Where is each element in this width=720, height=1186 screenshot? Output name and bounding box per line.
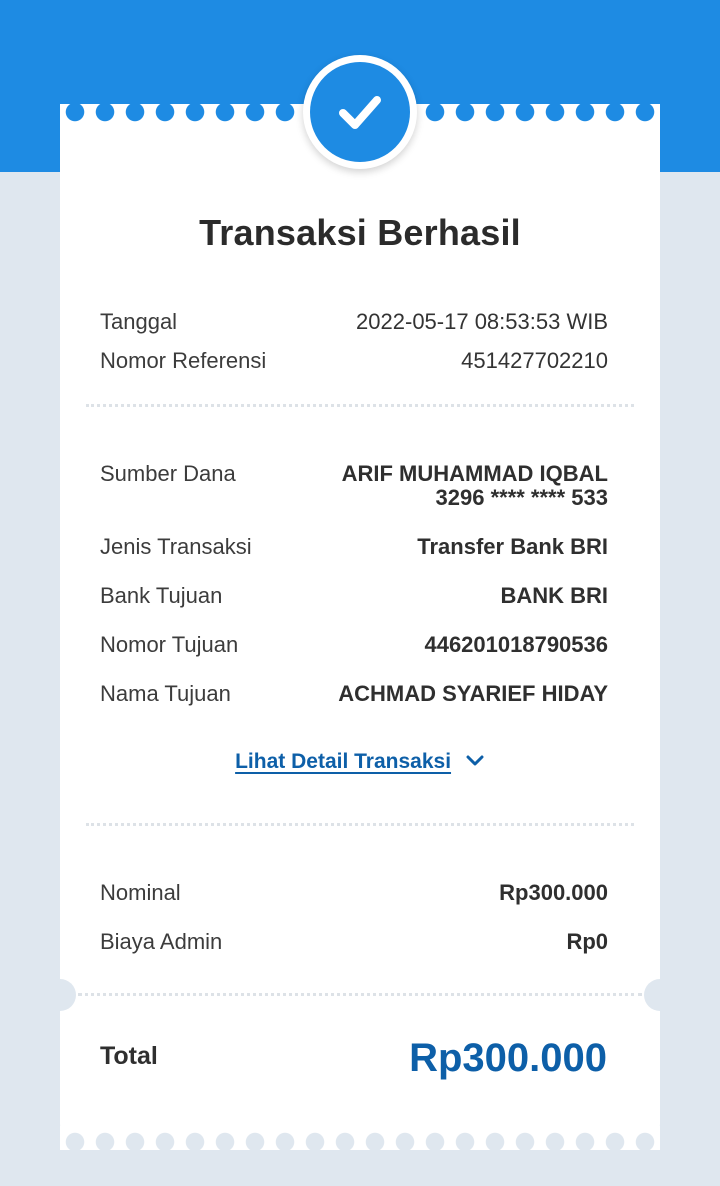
destination-bank-value: BANK BRI [500, 583, 608, 608]
check-icon [335, 87, 385, 137]
date-label: Tanggal [100, 309, 178, 334]
receipt-notch-left [44, 979, 76, 1011]
source-label: Sumber Dana [100, 461, 236, 486]
destination-number-label: Nomor Tujuan [100, 632, 239, 657]
destination-name-value: ACHMAD SYARIEF HIDAY [338, 681, 608, 706]
receipt-notch-right [644, 979, 676, 1011]
source-name: ARIF MUHAMMAD IQBAL [341, 461, 608, 486]
transaction-type-label: Jenis Transaksi [100, 534, 252, 559]
date-value: 2022-05-17 08:53:53 WIB [356, 309, 608, 334]
admin-fee-label: Biaya Admin [100, 929, 223, 954]
page-title: Transaksi Berhasil [199, 212, 521, 253]
divider [78, 993, 642, 996]
status-badge [310, 62, 410, 162]
nominal-value: Rp300.000 [499, 880, 608, 905]
reference-label: Nomor Referensi [100, 348, 267, 373]
destination-name-label: Nama Tujuan [100, 681, 231, 706]
divider [86, 823, 634, 826]
transaction-type-value: Transfer Bank BRI [417, 534, 608, 559]
total-label: Total [100, 1042, 158, 1070]
chevron-down-icon[interactable] [465, 750, 485, 774]
admin-fee-value: Rp0 [566, 929, 608, 954]
receipt-bottom-edge [60, 1126, 660, 1150]
total-value: Rp300.000 [409, 1036, 607, 1080]
destination-number-value: 446201018790536 [424, 632, 608, 657]
reference-value: 451427702210 [461, 348, 608, 373]
receipt-card [60, 118, 660, 1134]
source-account: 3296 **** **** 533 [435, 485, 608, 510]
view-transaction-details-link[interactable] [60, 750, 660, 774]
view-details-label[interactable]: Lihat Detail Transaksi [235, 750, 452, 773]
divider [86, 404, 634, 407]
destination-bank-label: Bank Tujuan [100, 583, 223, 608]
nominal-label: Nominal [100, 880, 181, 905]
